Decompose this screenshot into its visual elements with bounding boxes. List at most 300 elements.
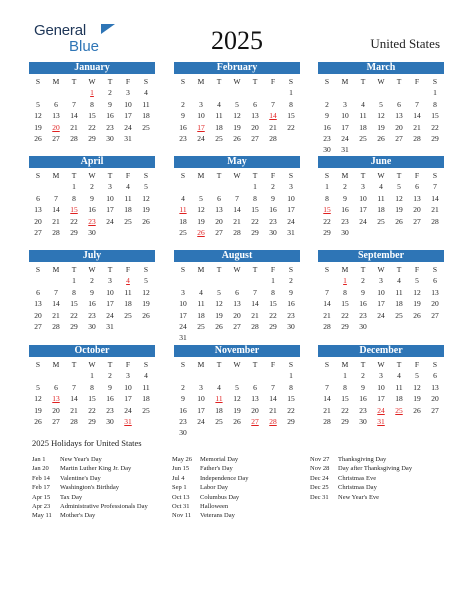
- day-cell: 5: [36, 382, 40, 392]
- day-cell: 11: [395, 287, 403, 297]
- day-cell: 5: [217, 287, 221, 297]
- day-cell: 11: [215, 111, 223, 121]
- holiday-date: Nov 27: [310, 456, 330, 463]
- weekday-label: F: [270, 265, 276, 274]
- weekday-label: W: [88, 360, 96, 369]
- weekday-label: M: [197, 265, 205, 274]
- day-cell: 2: [108, 88, 112, 98]
- day-cell: 5: [415, 276, 419, 286]
- holiday-date: Feb 17: [32, 484, 50, 492]
- holiday-entry: [32, 502, 148, 511]
- holiday-date: Sep 1: [172, 484, 187, 492]
- holiday-day-cell: 11: [215, 394, 223, 404]
- holiday-name: Tax Day: [60, 493, 83, 501]
- day-cell: 2: [343, 182, 347, 192]
- weekday-label: T: [71, 360, 77, 369]
- day-cell: 28: [323, 321, 331, 331]
- day-cell: 22: [88, 122, 96, 132]
- day-cell: 8: [343, 382, 347, 392]
- day-cell: 16: [88, 299, 96, 309]
- day-cell: 16: [287, 299, 295, 309]
- holiday-date: Nov 28: [310, 465, 330, 473]
- day-cell: 22: [287, 122, 295, 132]
- weekday-label: F: [414, 265, 420, 274]
- day-cell: 28: [251, 321, 259, 331]
- logo-word-general: General: [34, 22, 86, 39]
- day-cell: 16: [88, 205, 96, 215]
- empty-day-cell: [318, 87, 336, 98]
- day-cell: 20: [251, 122, 259, 132]
- month-header: February: [174, 62, 300, 74]
- day-cell: 7: [253, 287, 257, 297]
- day-cell: 16: [323, 122, 331, 132]
- day-cell: 10: [106, 287, 114, 297]
- holiday-entry: [32, 511, 148, 520]
- weekday-label: S: [324, 77, 330, 86]
- holiday-date: Jul 4: [172, 474, 185, 482]
- empty-day-cell: [174, 181, 192, 192]
- day-cell: 24: [287, 216, 295, 226]
- empty-day-cell: [47, 370, 65, 381]
- day-cell: 13: [52, 111, 60, 121]
- weekday-label: S: [143, 265, 149, 274]
- weekday-label: T: [216, 77, 222, 86]
- empty-day-cell: [264, 370, 282, 381]
- day-cell: 30: [359, 321, 367, 331]
- holiday-entry: [172, 493, 249, 502]
- day-cell: 21: [413, 122, 421, 132]
- day-cell: 5: [379, 99, 383, 109]
- holiday-date: Dec 24: [310, 474, 329, 482]
- day-cell: 20: [233, 310, 241, 320]
- day-cell: 18: [179, 216, 187, 226]
- weekday-label: W: [377, 265, 385, 274]
- holiday-entry: [310, 474, 412, 483]
- day-cell: 10: [377, 382, 385, 392]
- day-cell: 16: [269, 205, 277, 215]
- day-cell: 10: [287, 193, 295, 203]
- day-cell: 21: [269, 122, 277, 132]
- weekday-label: T: [396, 265, 402, 274]
- day-cell: 19: [233, 405, 241, 415]
- holiday-entry: [32, 464, 148, 473]
- month-header: August: [174, 250, 300, 262]
- holiday-entry: [310, 483, 412, 492]
- weekday-label: S: [288, 265, 294, 274]
- day-cell: 13: [251, 111, 259, 121]
- day-cell: 19: [413, 394, 421, 404]
- weekday-label: M: [52, 77, 60, 86]
- day-cell: 1: [433, 88, 437, 98]
- day-cell: 14: [431, 193, 439, 203]
- weekday-label: W: [88, 171, 96, 180]
- weekday-label: F: [414, 360, 420, 369]
- day-cell: 3: [199, 99, 203, 109]
- holiday-day-cell: 24: [377, 405, 385, 415]
- weekday-label: F: [125, 171, 131, 180]
- day-cell: 15: [431, 111, 439, 121]
- day-cell: 7: [54, 193, 58, 203]
- weekday-label: T: [71, 171, 77, 180]
- day-cell: 6: [397, 99, 401, 109]
- holiday-name: Day after Thanksgiving Day: [338, 465, 413, 473]
- day-cell: 23: [287, 310, 295, 320]
- month-day-grid: [174, 359, 300, 439]
- day-cell: 16: [179, 122, 187, 132]
- day-cell: 19: [413, 299, 421, 309]
- weekday-label: T: [107, 360, 113, 369]
- day-cell: 30: [341, 227, 349, 237]
- day-cell: 23: [359, 405, 367, 415]
- day-cell: 21: [233, 216, 241, 226]
- day-cell: 24: [197, 416, 205, 426]
- day-cell: 25: [124, 216, 132, 226]
- day-cell: 27: [233, 321, 241, 331]
- weekday-label: S: [288, 171, 294, 180]
- month-july: [29, 250, 155, 332]
- weekday-label: W: [233, 171, 241, 180]
- day-cell: 12: [413, 382, 421, 392]
- empty-day-cell: [246, 87, 264, 98]
- weekday-label: M: [197, 171, 205, 180]
- day-cell: 2: [90, 276, 94, 286]
- day-cell: 24: [179, 321, 187, 331]
- day-cell: 21: [323, 310, 331, 320]
- weekday-label: W: [233, 77, 241, 86]
- holiday-date: Nov 11: [172, 512, 192, 520]
- month-february: [174, 62, 300, 144]
- day-cell: 5: [235, 382, 239, 392]
- day-cell: 14: [269, 394, 277, 404]
- weekday-label: S: [324, 171, 330, 180]
- day-cell: 23: [88, 310, 96, 320]
- day-cell: 5: [36, 99, 40, 109]
- day-cell: 15: [341, 299, 349, 309]
- day-cell: 23: [179, 133, 187, 143]
- day-cell: 25: [359, 133, 367, 143]
- empty-day-cell: [174, 275, 192, 286]
- holiday-day-cell: 17: [197, 122, 205, 132]
- holiday-date: Dec 25: [310, 484, 329, 492]
- empty-day-cell: [210, 275, 228, 286]
- holiday-date: Apr 15: [32, 493, 51, 501]
- day-cell: 14: [413, 111, 421, 121]
- day-cell: 16: [106, 394, 114, 404]
- day-cell: 1: [289, 371, 293, 381]
- holiday-entry: [32, 455, 148, 464]
- day-cell: 1: [325, 182, 329, 192]
- day-cell: 8: [271, 287, 275, 297]
- day-cell: 17: [124, 111, 132, 121]
- month-december: [318, 345, 444, 427]
- day-cell: 9: [361, 287, 365, 297]
- holiday-entry: [32, 474, 148, 483]
- day-cell: 5: [397, 182, 401, 192]
- holiday-day-cell: 31: [377, 416, 385, 426]
- day-cell: 17: [106, 205, 114, 215]
- day-cell: 13: [431, 382, 439, 392]
- day-cell: 8: [90, 382, 94, 392]
- day-cell: 4: [144, 371, 148, 381]
- day-cell: 26: [34, 416, 42, 426]
- weekday-label: W: [377, 360, 385, 369]
- day-cell: 12: [197, 205, 205, 215]
- day-cell: 22: [70, 216, 78, 226]
- empty-day-cell: [29, 370, 47, 381]
- day-cell: 17: [179, 310, 187, 320]
- day-cell: 13: [34, 205, 42, 215]
- day-cell: 7: [235, 193, 239, 203]
- day-cell: 14: [70, 111, 78, 121]
- day-cell: 3: [126, 371, 130, 381]
- day-cell: 15: [269, 299, 277, 309]
- weekday-label: M: [52, 171, 60, 180]
- day-cell: 27: [251, 133, 259, 143]
- day-cell: 17: [377, 394, 385, 404]
- day-cell: 10: [197, 111, 205, 121]
- day-cell: 1: [72, 182, 76, 192]
- day-cell: 30: [359, 416, 367, 426]
- day-cell: 17: [106, 299, 114, 309]
- day-cell: 17: [377, 299, 385, 309]
- holiday-day-cell: 23: [88, 216, 96, 226]
- day-cell: 11: [395, 382, 403, 392]
- day-cell: 7: [415, 99, 419, 109]
- day-cell: 9: [108, 382, 112, 392]
- day-cell: 15: [88, 111, 96, 121]
- day-cell: 6: [54, 99, 58, 109]
- holiday-name: New Year's Eve: [338, 493, 380, 501]
- weekday-label: S: [35, 171, 41, 180]
- day-cell: 21: [251, 310, 259, 320]
- weekday-label: T: [396, 171, 402, 180]
- weekday-label: S: [180, 171, 186, 180]
- day-cell: 10: [359, 193, 367, 203]
- day-cell: 25: [197, 321, 205, 331]
- day-cell: 14: [52, 205, 60, 215]
- day-cell: 18: [142, 111, 150, 121]
- day-cell: 2: [325, 99, 329, 109]
- empty-day-cell: [65, 87, 83, 98]
- day-cell: 28: [70, 416, 78, 426]
- empty-day-cell: [246, 275, 264, 286]
- day-cell: 9: [90, 193, 94, 203]
- day-cell: 22: [323, 216, 331, 226]
- day-cell: 17: [359, 205, 367, 215]
- day-cell: 2: [181, 382, 185, 392]
- day-cell: 4: [144, 88, 148, 98]
- day-cell: 29: [269, 321, 277, 331]
- weekday-label: T: [252, 77, 258, 86]
- empty-day-cell: [47, 275, 65, 286]
- day-cell: 11: [377, 193, 385, 203]
- day-cell: 1: [90, 371, 94, 381]
- day-cell: 10: [124, 99, 132, 109]
- weekday-label: M: [341, 171, 349, 180]
- empty-day-cell: [246, 370, 264, 381]
- day-cell: 14: [52, 299, 60, 309]
- day-cell: 23: [359, 310, 367, 320]
- day-cell: 18: [395, 299, 403, 309]
- day-cell: 20: [34, 216, 42, 226]
- day-cell: 8: [343, 287, 347, 297]
- logo-word-blue: Blue: [69, 38, 100, 55]
- holiday-day-cell: 27: [251, 416, 259, 426]
- holiday-day-cell: 28: [269, 416, 277, 426]
- day-cell: 25: [142, 405, 150, 415]
- day-cell: 8: [90, 99, 94, 109]
- day-cell: 19: [233, 122, 241, 132]
- holiday-date: May 11: [32, 512, 52, 520]
- empty-day-cell: [47, 181, 65, 192]
- day-cell: 22: [341, 310, 349, 320]
- day-cell: 7: [433, 182, 437, 192]
- day-cell: 31: [179, 333, 187, 343]
- holiday-date: Jan 1: [32, 456, 46, 463]
- day-cell: 12: [142, 193, 150, 203]
- day-cell: 12: [413, 287, 421, 297]
- weekday-label: S: [35, 265, 41, 274]
- day-cell: 4: [217, 99, 221, 109]
- day-cell: 2: [361, 371, 365, 381]
- holiday-entry: [310, 464, 412, 473]
- weekday-label: W: [233, 265, 241, 274]
- holiday-name: Columbus Day: [200, 493, 240, 501]
- month-header: November: [174, 345, 300, 357]
- day-cell: 24: [359, 216, 367, 226]
- day-cell: 25: [179, 227, 187, 237]
- day-cell: 13: [395, 111, 403, 121]
- day-cell: 10: [341, 111, 349, 121]
- month-november: [174, 345, 300, 439]
- day-cell: 4: [361, 99, 365, 109]
- day-cell: 27: [34, 227, 42, 237]
- day-cell: 19: [395, 205, 403, 215]
- day-cell: 28: [52, 227, 60, 237]
- day-cell: 6: [433, 371, 437, 381]
- day-cell: 30: [287, 321, 295, 331]
- day-cell: 4: [397, 276, 401, 286]
- weekday-label: F: [125, 360, 131, 369]
- holiday-day-cell: 15: [323, 205, 331, 215]
- day-cell: 10: [179, 299, 187, 309]
- day-cell: 24: [106, 310, 114, 320]
- day-cell: 14: [70, 394, 78, 404]
- day-cell: 10: [106, 193, 114, 203]
- day-cell: 11: [124, 287, 132, 297]
- weekday-label: S: [432, 360, 438, 369]
- holiday-entry: [172, 511, 249, 520]
- weekday-label: W: [88, 77, 96, 86]
- day-cell: 18: [142, 394, 150, 404]
- day-cell: 20: [395, 122, 403, 132]
- holiday-date: May 26: [172, 456, 193, 463]
- day-cell: 29: [70, 227, 78, 237]
- weekday-label: T: [360, 77, 366, 86]
- month-day-grid: [174, 76, 300, 144]
- day-cell: 18: [124, 299, 132, 309]
- day-cell: 2: [361, 276, 365, 286]
- day-cell: 9: [361, 382, 365, 392]
- day-cell: 30: [88, 321, 96, 331]
- day-cell: 20: [413, 205, 421, 215]
- holiday-column: [310, 455, 412, 502]
- holiday-day-cell: 15: [70, 205, 78, 215]
- day-cell: 12: [233, 111, 241, 121]
- day-cell: 29: [251, 227, 259, 237]
- day-cell: 30: [323, 145, 331, 155]
- day-cell: 1: [72, 276, 76, 286]
- weekday-label: M: [341, 77, 349, 86]
- holiday-day-cell: 1: [90, 88, 94, 98]
- weekday-label: W: [233, 360, 241, 369]
- empty-day-cell: [210, 181, 228, 192]
- day-cell: 26: [377, 133, 385, 143]
- day-cell: 29: [323, 227, 331, 237]
- holiday-entry: [172, 455, 249, 464]
- day-cell: 24: [197, 133, 205, 143]
- day-cell: 4: [199, 287, 203, 297]
- day-cell: 9: [181, 394, 185, 404]
- day-cell: 14: [251, 299, 259, 309]
- day-cell: 30: [88, 227, 96, 237]
- day-cell: 9: [289, 287, 293, 297]
- day-cell: 8: [433, 99, 437, 109]
- holiday-date: Oct 31: [172, 502, 190, 510]
- day-cell: 5: [235, 99, 239, 109]
- month-day-grid: [29, 264, 155, 332]
- day-cell: 10: [197, 394, 205, 404]
- day-cell: 13: [233, 299, 241, 309]
- month-day-grid: [318, 76, 444, 156]
- holiday-entry: [172, 502, 249, 511]
- day-cell: 3: [343, 99, 347, 109]
- day-cell: 21: [431, 205, 439, 215]
- day-cell: 2: [181, 99, 185, 109]
- month-day-grid: [318, 264, 444, 332]
- day-cell: 19: [34, 122, 42, 132]
- day-cell: 15: [88, 394, 96, 404]
- empty-day-cell: [210, 87, 228, 98]
- day-cell: 24: [124, 122, 132, 132]
- day-cell: 5: [144, 276, 148, 286]
- day-cell: 6: [253, 382, 257, 392]
- day-cell: 9: [343, 193, 347, 203]
- weekday-label: S: [35, 360, 41, 369]
- weekday-label: S: [180, 265, 186, 274]
- weekday-label: F: [414, 77, 420, 86]
- day-cell: 23: [269, 216, 277, 226]
- holiday-name: Washington's Birthday: [60, 484, 119, 492]
- day-cell: 22: [287, 405, 295, 415]
- day-cell: 9: [108, 99, 112, 109]
- day-cell: 19: [142, 299, 150, 309]
- day-cell: 8: [289, 99, 293, 109]
- holiday-name: Administrative Professionals Day: [60, 502, 148, 510]
- day-cell: 15: [70, 299, 78, 309]
- holiday-entry: [310, 493, 412, 502]
- weekday-label: F: [414, 171, 420, 180]
- weekday-label: S: [288, 77, 294, 86]
- day-cell: 22: [269, 310, 277, 320]
- weekday-label: S: [180, 77, 186, 86]
- day-cell: 31: [106, 321, 114, 331]
- weekday-label: S: [143, 360, 149, 369]
- empty-day-cell: [65, 370, 83, 381]
- day-cell: 22: [251, 216, 259, 226]
- day-cell: 19: [142, 205, 150, 215]
- day-cell: 15: [287, 111, 295, 121]
